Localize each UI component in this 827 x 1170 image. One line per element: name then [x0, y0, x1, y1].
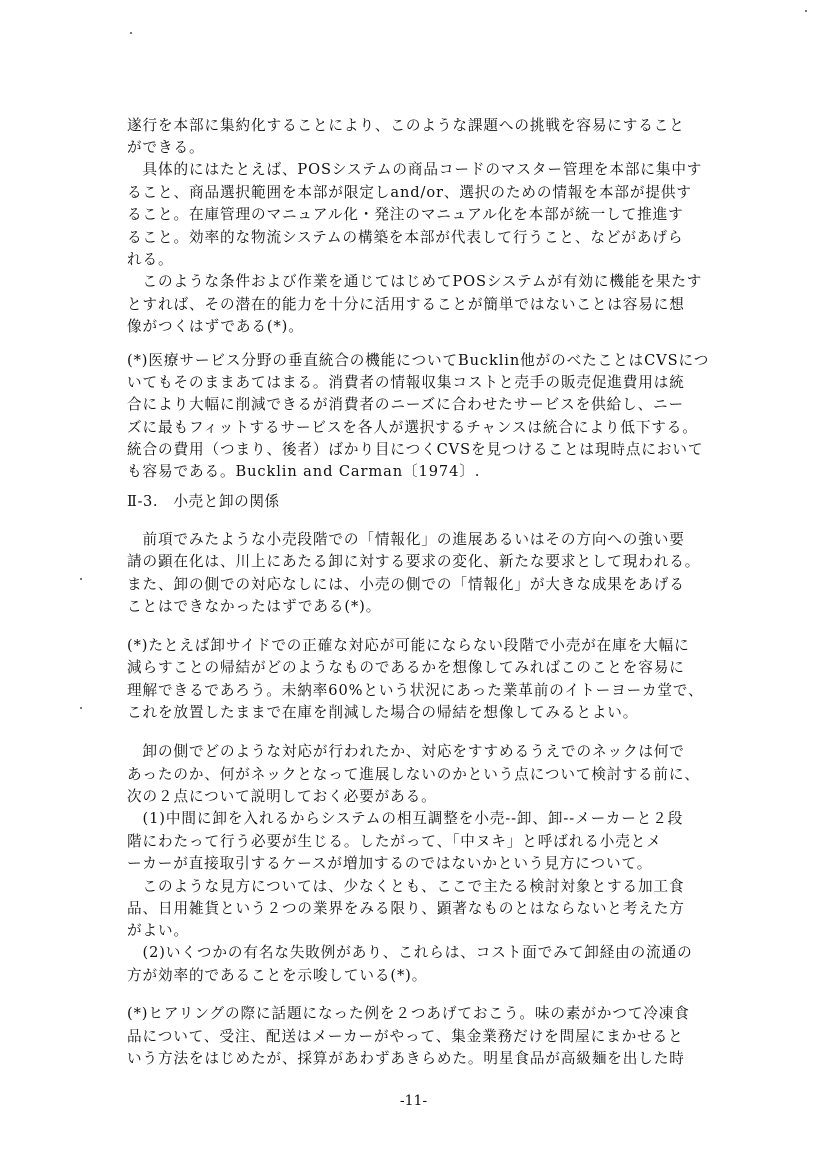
scan-speck [80, 707, 82, 709]
footnote-2-line-2: 減らすことの帰結がどのようなものであるかを想像してみればこのことを容易に [127, 659, 685, 676]
footnote-2-line-4: これを放置したままで在庫を削減した場合の帰結を想像してみるとよい。 [127, 704, 639, 721]
footnote-1-line-6: も容易である。Bucklin and Carman〔1974〕. [127, 463, 481, 480]
footnote-1-line-4: ズに最もフィットするサービスを各人が選択するチャンスは統合により低下する。 [127, 419, 698, 436]
paragraph-7-line-1: このような見方については、少なくとも、ここで主たる検討対象とする加工食 [127, 878, 685, 895]
footnote-1-line-5: 統合の費用（つまり、後者）ばかり目につくCVSを見つけることは現時点において [127, 441, 704, 458]
paragraph-1-line-2: ができる。 [127, 139, 205, 156]
footnote-1-line-3: 合により大幅に削減できるが消費者のニーズに合わせたサービスを供給し、ニー [127, 396, 685, 413]
paragraph-3-line-1: このような条件および作業を通じてはじめてPOSシステムが有効に機能を果たす [127, 273, 703, 290]
paragraph-5-line-3: 次の２点について説明しておく必要がある。 [127, 788, 437, 805]
footnote-3-line-3: いう方法をはじめたが、採算があわずあきらめた。明星食品が高級麺を出した時 [127, 1050, 685, 1067]
page-number: -11- [399, 1093, 428, 1109]
paragraph-2-line-4: ること。効率的な物流システムの構築を本部が代表して行うこと、などがあげら [127, 229, 684, 246]
paragraph-4-line-3: また、卸の側での対応なしには、小売の側での「情報化」が大きな成果をあげる [127, 576, 685, 593]
scan-speck [805, 10, 807, 12]
footnote-2-line-1: (*)たとえば卸サイドでの正確な対応が可能にならない段階で小売が在庫を大幅に [127, 637, 690, 654]
paragraph-6-line-2: 階にわたって行う必要が生じる。したがって、「中ヌキ」と呼ばれる小売とメ [127, 833, 662, 850]
paragraph-2-line-2: ること、商品選択範囲を本部が限定しand/or、選択のための情報を本部が提供す [127, 184, 692, 201]
paragraph-4-line-4: ことはできなかったはずである(*)。 [127, 598, 382, 615]
paragraph-8-line-2: 方が効率的であることを示唆している(*)。 [127, 967, 428, 984]
paragraph-7-line-3: がよい。 [127, 922, 189, 939]
paragraph-6-line-1: (1)中間に卸を入れるからシステムの相互調整を小売--卸、卸--メーカーと２段 [127, 810, 684, 827]
paragraph-2-line-1: 具体的にはたとえば、POSシステムの商品コードのマスター管理を本部に集中す [127, 161, 703, 178]
paragraph-1-line-1: 遂行を本部に集約化することにより、このような課題への挑戦を容易にすること [127, 117, 685, 134]
paragraph-2-line-3: ること。在庫管理のマニュアル化・発注のマニュアル化を本部が統一して推進す [127, 206, 684, 223]
scan-speck [80, 578, 82, 580]
paragraph-4-line-2: 請の顕在化は、川上にあたる卸に対する要求の変化、新たな要求として現われる。 [127, 553, 701, 570]
footnote-2-line-3: 理解できるであろう。未納率60%という状況にあった業革前のイトーヨーカ堂で、 [127, 682, 704, 699]
footnote-3-line-1: (*)ヒアリングの際に話題になった例を２つあげておこう。味の素がかつて冷凍食 [127, 1005, 690, 1022]
footnote-1-line-1: (*)医療サービス分野の垂直統合の機能についてBucklin他がのべたことはCVSにつ [127, 352, 710, 369]
section-heading: Ⅱ-3. 小売と卸の関係 [127, 493, 280, 510]
paragraph-4-line-1: 前項でみたような小売段階での「情報化」の進展あるいはその方向への強い要 [127, 531, 685, 548]
paragraph-5-line-1: 卸の側でどのような対応が行われたか、対応をすすめるうえでのネックは何で [127, 743, 685, 760]
paragraph-7-line-2: 品、日用雑貨という２つの業界をみる限り、顕著なものとはならないと考えた方 [127, 900, 685, 917]
paragraph-6-line-3: ーカーが直接取引するケースが増加するのではないかという見方について。 [127, 855, 653, 872]
footnote-1-line-2: いてもそのままあてはまる。消費者の情報収集コストと売手の販売促進費用は統 [127, 374, 685, 391]
paragraph-3-line-3: 像がつくはずである(*)。 [127, 318, 304, 335]
scan-speck [130, 32, 132, 34]
paragraph-3-line-2: とすれば、その潜在的能力を十分に活用することが簡単ではないことは容易に想 [127, 296, 685, 313]
paragraph-8-line-1: (2)いくつかの有名な失敗例があり、これらは、コスト面でみて卸経由の流通の [127, 944, 693, 961]
footnote-3-line-2: 品について、受注、配送はメーカーがやって、集金業務だけを問屋にまかせると [127, 1028, 684, 1045]
paragraph-5-line-2: あったのか、何がネックとなって進展しないのかという点について検討する前に、 [127, 766, 700, 783]
paragraph-2-line-5: れる。 [127, 251, 174, 268]
